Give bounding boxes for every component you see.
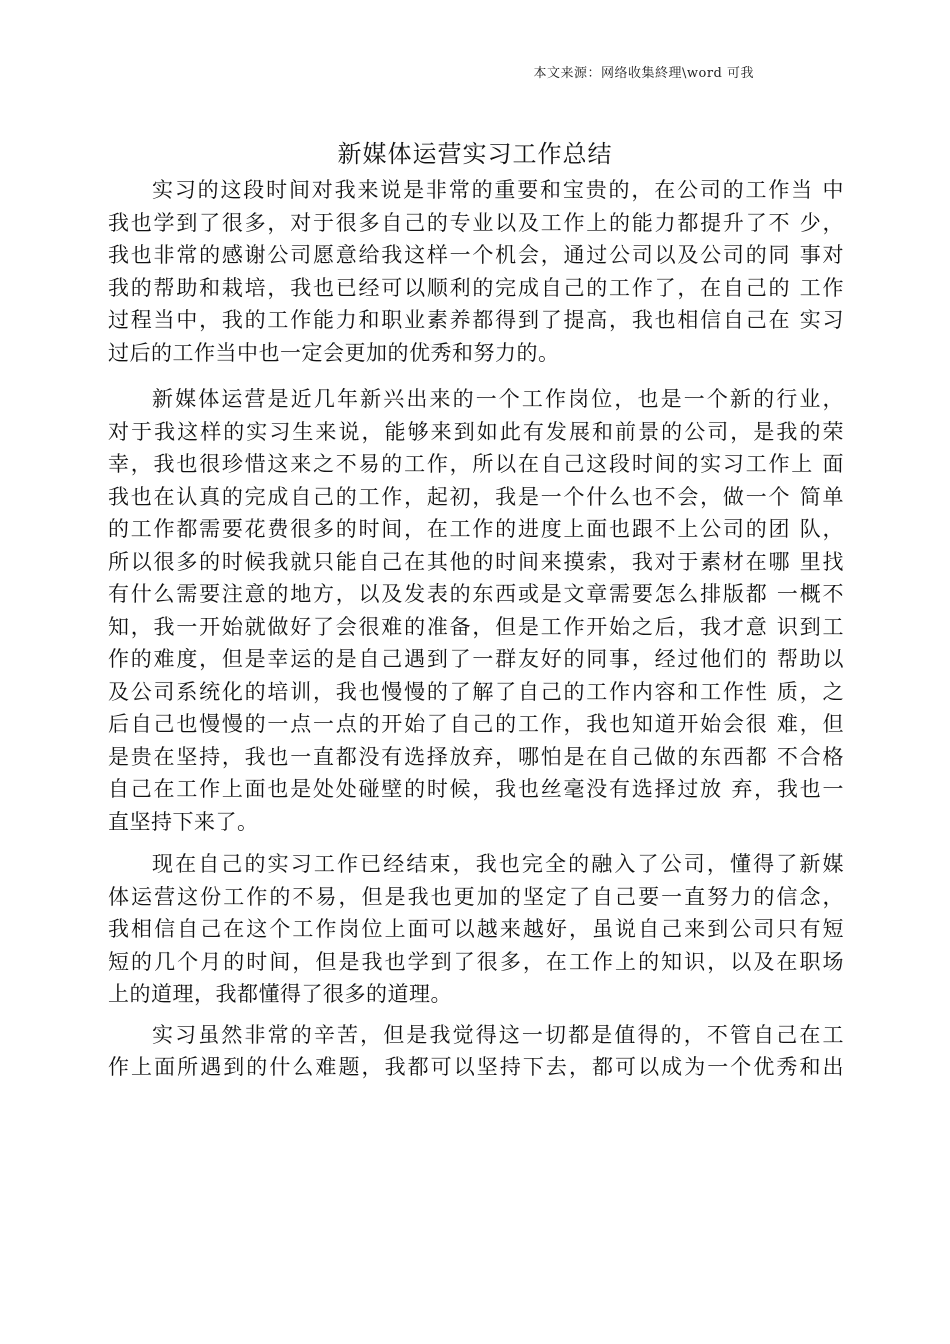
text-line: 我也非常的感谢公司愿意给我这样一个机会，通过公司以及公司的同 事对 — [108, 243, 844, 267]
text-line: 我也学到了很多，对于很多自己的专业以及工作上的能力都提升了不 少， — [108, 210, 844, 235]
text-line: 过后的工作当中也一定会更加的优秀和努力的。 — [108, 340, 560, 365]
paragraph-2 — [108, 383, 844, 838]
source-note: 本文来源：网络收集終理\word 可我 — [533, 66, 754, 81]
text-line: 后自己也慢慢的一点一点的开始了自己的工作，我也知道开始会很 难，但 — [108, 712, 844, 736]
text-line: 过程当中，我的工作能力和职业素养都得到了提高，我也相信自己在 实习 — [108, 308, 844, 332]
paragraph-4 — [108, 1019, 844, 1084]
text-line: 所以很多的时候我就只能自己在其他的时间来摸索，我对于素材在哪 里找 — [108, 549, 844, 574]
text-line: 知，我一开始就做好了会很难的准备，但是工作开始之后，我才意 识到工 — [108, 614, 844, 639]
text-line: 直坚持下来了。 — [108, 809, 259, 834]
text-line: 上的道理，我都懂得了很多的道理。 — [108, 982, 452, 1006]
text-line: 实习的这段时间对我来说是非常的重要和宝贵的，在公司的工作当 中 — [152, 178, 844, 202]
text-line: 短的几个月的时间，但是我也学到了很多，在工作上的知识，以及在职场 — [108, 949, 844, 974]
text-line: 我也在认真的完成自己的工作，起初，我是一个什么也不会，做一个 简单 — [108, 484, 844, 509]
text-line: 我的帮助和栽培，我也已经可以顺利的完成自己的工作了，在自己的 工作 — [108, 275, 844, 300]
text-line: 作的难度，但是幸运的是自己遇到了一群友好的同事，经过他们的 帮助以 — [108, 647, 844, 671]
text-line: 幸，我也很珍惜这来之不易的工作，所以在自己这段时间的实习工作上 面 — [108, 452, 844, 476]
paragraph-3 — [108, 848, 844, 1011]
paragraph-1 — [108, 174, 844, 369]
text-line: 及公司系统化的培训，我也慢慢的了解了自己的工作内容和工作性 质，之 — [108, 679, 844, 704]
document-title: 新媒体运营实习工作总结 — [337, 140, 613, 168]
text-line: 有什么需要注意的地方，以及发表的东西或是文章需要怎么排版都 一概不 — [108, 582, 844, 606]
text-line: 现在自己的实习工作已经结束，我也完全的融入了公司，懂得了新媒 — [152, 852, 844, 876]
text-line: 是贵在坚持，我也一直都没有选择放弃，哪怕是在自己做的东西都 不合格 — [108, 744, 844, 769]
document-body — [108, 174, 844, 1084]
text-line: 自己在工作上面也是处处碰壁的时候，我也丝毫没有选择过放 弃，我也一 — [108, 777, 844, 801]
text-line: 我相信自己在这个工作岗位上面可以越来越好，虽说自己来到公司只有短 — [108, 917, 844, 941]
text-line: 作上面所遇到的什么难题，我都可以坚持下去，都可以成为一个优秀和出 — [108, 1055, 844, 1079]
text-line: 实习虽然非常的辛苦，但是我觉得这一切都是值得的，不管自己在工 — [152, 1022, 844, 1047]
text-line: 对于我这样的实习生来说，能够来到如此有发展和前景的公司，是我的荣 — [108, 419, 844, 444]
text-line: 体运营这份工作的不易，但是我也更加的坚定了自己要一直努力的信念， — [108, 884, 844, 909]
text-line: 的工作都需要花费很多的时间，在工作的进度上面也跟不上公司的团 队， — [108, 517, 844, 541]
text-line: 新媒体运营是近几年新兴出来的一个工作岗位，也是一个新的行业， — [152, 387, 844, 411]
